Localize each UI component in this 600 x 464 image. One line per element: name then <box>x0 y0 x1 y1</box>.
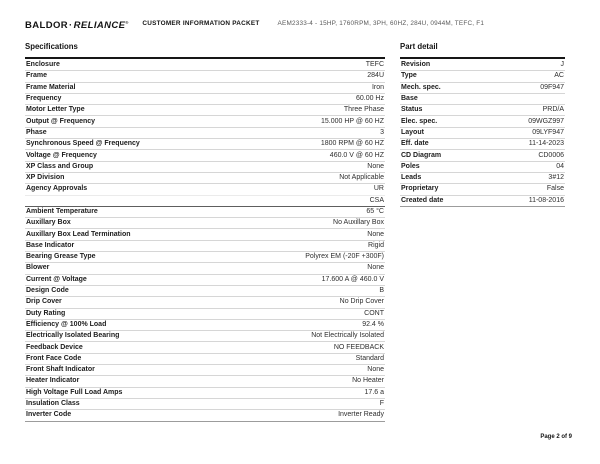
table-row <box>400 115 565 126</box>
table-row <box>25 93 385 104</box>
row-label: Ambient Temperature <box>26 208 98 215</box>
table-row <box>25 104 385 115</box>
row-label: Synchronous Speed @ Frequency <box>26 140 140 148</box>
specifications-title: Specifications <box>25 42 78 51</box>
table-row <box>25 172 385 183</box>
row-value: 284U <box>367 72 384 80</box>
row-value: No Auxillary Box <box>333 219 384 227</box>
row-label: Current @ Voltage <box>26 275 87 283</box>
row-value: 17.600 A @ 460.0 V <box>321 275 384 283</box>
row-label: Frame Material <box>26 83 76 91</box>
row-label: Auxillary Box <box>26 219 71 227</box>
row-value: None <box>367 162 384 170</box>
row-label: Revision <box>401 60 431 68</box>
table-row <box>25 115 385 126</box>
table-row <box>25 341 385 352</box>
table-row <box>25 398 385 409</box>
row-label: Status <box>401 106 423 114</box>
table-row <box>400 149 565 160</box>
table-row <box>25 228 385 239</box>
row-label: Insulation Class <box>26 400 80 408</box>
table-row <box>25 285 385 296</box>
document-title: CUSTOMER INFORMATION PACKET <box>142 19 260 27</box>
row-value: TEFC <box>365 60 384 68</box>
specifications-section <box>25 43 385 422</box>
table-row <box>400 70 565 81</box>
row-value: Not Applicable <box>339 174 384 182</box>
row-value: Three Phase <box>343 106 384 114</box>
table-row <box>400 93 565 104</box>
row-value: False <box>546 185 564 193</box>
row-label: CD Diagram <box>401 151 442 159</box>
registered-mark-icon: ® <box>125 20 129 25</box>
table-row <box>25 251 385 262</box>
row-value: AC <box>554 72 564 80</box>
row-value: CONT <box>364 309 384 317</box>
row-label: Elec. spec. <box>401 117 438 125</box>
row-value: 09F947 <box>540 83 564 91</box>
row-value: None <box>367 264 384 272</box>
row-value: None <box>367 230 384 238</box>
row-label: Front Face Code <box>26 354 82 362</box>
row-value: Iron <box>371 83 384 91</box>
table-row <box>400 138 565 149</box>
table-row <box>400 104 565 115</box>
row-label: Auxillary Box Lead Termination <box>26 230 131 238</box>
row-label: Layout <box>401 128 424 136</box>
row-label: Front Shaft Indicator <box>26 366 95 374</box>
row-label: XP Division <box>26 174 65 182</box>
row-value: 11-08-2016 <box>528 196 564 204</box>
row-label: Poles <box>401 162 420 170</box>
row-value: 92.4 % <box>362 320 384 328</box>
table-row <box>25 183 385 194</box>
row-label: Enclosure <box>26 60 60 68</box>
row-label: Agency Approvals <box>26 185 88 193</box>
row-value: 09LYF947 <box>532 128 564 136</box>
table-row <box>25 353 385 364</box>
table-row <box>25 375 385 386</box>
row-value: CD0006 <box>538 151 564 159</box>
row-value: 1800 RPM @ 60 HZ <box>320 140 384 148</box>
row-value: No Heater <box>352 377 384 385</box>
row-value: 09WGZ997 <box>528 117 564 125</box>
row-label: Inverter Code <box>26 411 72 419</box>
row-value: CSA <box>369 196 384 204</box>
table-row <box>25 161 385 172</box>
row-label: Created date <box>401 196 444 204</box>
table-row <box>400 82 565 93</box>
table-row <box>25 387 385 398</box>
row-label: Heater Indicator <box>26 377 80 385</box>
table-row <box>25 262 385 273</box>
specifications-table <box>25 57 385 422</box>
row-value: 460.0 V @ 60 HZ <box>329 151 384 159</box>
table-row <box>25 195 385 206</box>
row-label: Proprietary <box>401 185 439 193</box>
row-value: Inverter Ready <box>338 411 384 419</box>
row-label: Base Indicator <box>26 241 75 249</box>
table-row <box>25 364 385 375</box>
row-value: UR <box>373 185 384 193</box>
row-value: NO FEEDBACK <box>333 343 384 351</box>
row-value: 11-14-2023 <box>528 140 564 148</box>
row-label: High Voltage Full Load Amps <box>26 388 123 396</box>
row-value: 3 <box>380 128 384 136</box>
row-label: Output @ Frequency <box>26 117 96 125</box>
part-detail-section <box>400 43 565 207</box>
content-columns <box>25 43 565 422</box>
table-row <box>25 70 385 81</box>
row-label: XP Class and Group <box>26 162 94 170</box>
table-row <box>400 161 565 172</box>
row-label: Blower <box>26 264 50 272</box>
table-row <box>400 59 565 70</box>
row-value: J <box>560 60 564 68</box>
row-label: Drip Cover <box>26 298 62 306</box>
row-value: None <box>367 366 384 374</box>
table-row <box>400 183 565 194</box>
part-detail-table <box>400 57 565 207</box>
logo-brand-secondary: RELIANCE <box>73 20 126 32</box>
row-value: B <box>379 287 384 295</box>
table-row <box>25 59 385 70</box>
table-row <box>25 240 385 251</box>
page-number: Page 2 of 9 <box>540 434 572 440</box>
row-label: Type <box>401 72 417 80</box>
row-value: 60.00 Hz <box>355 95 384 103</box>
table-row <box>25 308 385 319</box>
table-row <box>25 206 385 217</box>
table-row <box>25 409 385 420</box>
row-value: No Drip Cover <box>339 298 384 306</box>
table-row <box>25 149 385 160</box>
row-value: Not Electrically Isolated <box>311 332 384 340</box>
row-value: Rigid <box>368 241 384 249</box>
row-value: Polyrex EM (-20F +300F) <box>305 253 384 261</box>
page-header <box>25 18 484 31</box>
baldor-reliance-logo <box>25 18 128 31</box>
table-row <box>25 127 385 138</box>
row-label: Frame <box>26 72 48 80</box>
logo-separator-dot: · <box>69 20 73 32</box>
row-label: Eff. date <box>401 140 429 148</box>
row-label: Leads <box>401 174 422 182</box>
row-label: Duty Rating <box>26 309 66 317</box>
row-label: Voltage @ Frequency <box>26 151 97 159</box>
row-label: Bearing Grease Type <box>26 253 96 261</box>
row-value: 15.000 HP @ 60 HZ <box>320 117 384 125</box>
row-value: Standard <box>355 354 384 362</box>
page-footer <box>540 434 572 440</box>
row-value: F <box>379 400 384 408</box>
table-row <box>25 274 385 285</box>
document-subtitle: AEM2333-4 - 15HP, 1760RPM, 3PH, 60HZ, 284U, 0944M, TEFC, F1 <box>277 19 485 27</box>
logo-brand-primary: BALDOR <box>25 20 69 32</box>
row-label: Frequency <box>26 95 62 103</box>
row-value: 65 °C <box>366 208 384 215</box>
row-label: Motor Letter Type <box>26 106 85 114</box>
row-label: Design Code <box>26 287 69 295</box>
table-row <box>25 138 385 149</box>
row-label: Mech. spec. <box>401 83 441 91</box>
table-row <box>25 82 385 93</box>
row-label: Base <box>401 95 418 103</box>
row-label: Efficiency @ 100% Load <box>26 320 107 328</box>
part-detail-title: Part detail <box>400 42 438 51</box>
table-row <box>25 319 385 330</box>
table-row <box>25 217 385 228</box>
row-label: Phase <box>26 128 47 136</box>
table-row <box>400 195 565 206</box>
table-row <box>400 127 565 138</box>
row-label: Feedback Device <box>26 343 83 351</box>
row-value: 04 <box>556 162 564 170</box>
table-row <box>400 172 565 183</box>
table-row <box>25 330 385 341</box>
row-label: Electrically Isolated Bearing <box>26 332 120 340</box>
table-row <box>25 296 385 307</box>
row-value: 17.6 a <box>364 388 384 396</box>
row-value: PRD/A <box>542 106 564 114</box>
row-value: 3#12 <box>548 174 564 182</box>
